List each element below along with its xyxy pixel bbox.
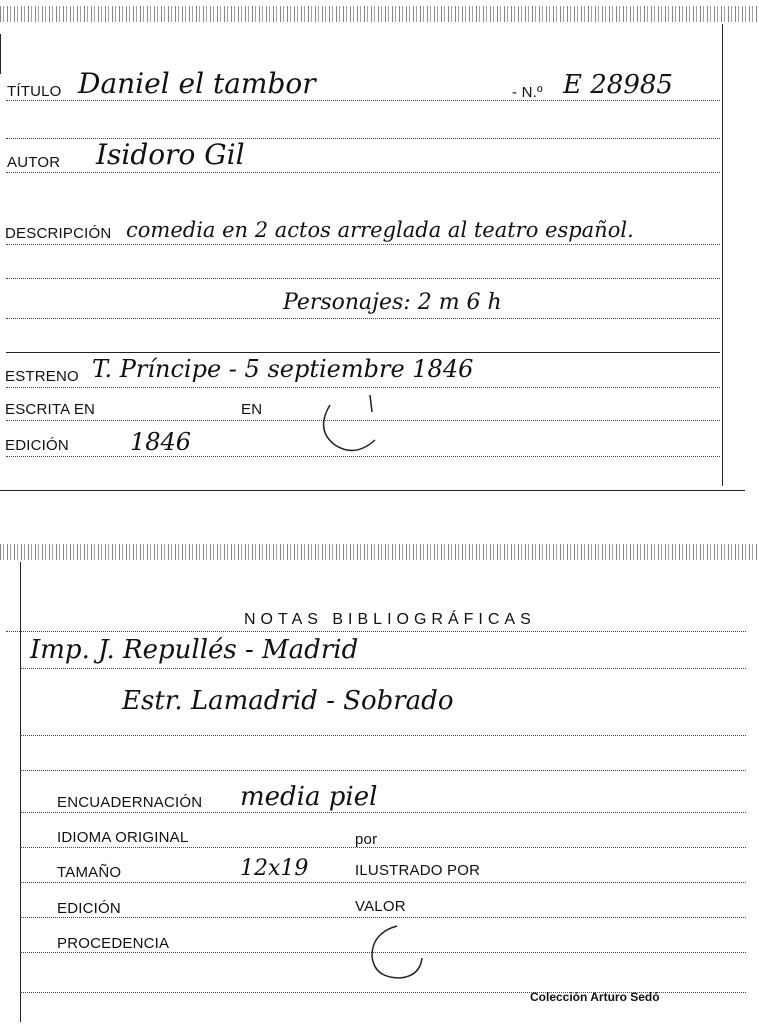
note-rule-3 [20, 770, 746, 771]
titulo-label: TÍTULO [7, 83, 62, 100]
personajes-value: Personajes: 2 m 6 h [283, 290, 502, 315]
ilustrado-por-label: ILUSTRADO POR [355, 862, 481, 879]
notas-title-rule [6, 631, 746, 632]
numero-label: - N.º [512, 84, 543, 101]
descripcion-value: comedia en 2 actos arreglada al teatro español. [126, 218, 634, 242]
tamano-rule [20, 882, 746, 883]
stamp-scribble [310, 390, 400, 460]
descripcion-label: DESCRIPCIÓN [5, 225, 112, 242]
autor-rule [6, 172, 720, 173]
catalog-card-main [0, 0, 759, 500]
tamano-value: 12x19 [240, 856, 309, 881]
note-rule-2 [20, 735, 746, 736]
escrita-en-label: ESCRITA EN [5, 401, 96, 418]
titulo-value: Daniel el tambor [78, 67, 316, 100]
autor-label: AUTOR [7, 154, 61, 171]
tamano-label: TAMAÑO [57, 864, 122, 881]
stamp-scribble-2 [362, 918, 432, 988]
spacer-rule-2 [6, 278, 720, 279]
card-left-border [0, 34, 1, 74]
estreno-rule [6, 387, 720, 388]
valor-label: VALOR [355, 898, 406, 915]
estreno-label: ESTRENO [5, 368, 79, 385]
notas-title: NOTAS BIBLIOGRÁFICAS [244, 611, 536, 628]
catalog-card-notes [0, 540, 759, 1028]
estreno-value: T. Príncipe - 5 septiembre 1846 [92, 355, 474, 383]
note-line-1: Imp. J. Repullés - Madrid [30, 635, 359, 665]
edicion-value: 1846 [130, 428, 192, 456]
procedencia-label: PROCEDENCIA [57, 935, 170, 952]
idioma-original-label: IDIOMA ORIGINAL [57, 829, 189, 846]
por-label: por [355, 831, 378, 848]
titulo-rule [6, 100, 720, 101]
edicion-label: EDICIÓN [5, 437, 69, 454]
note-line-2: Estr. Lamadrid - Sobrado [122, 686, 454, 716]
encuadernacion-rule [20, 812, 746, 813]
card1-bottom-edge [0, 490, 745, 491]
collection-credit: Colección Arturo Sedó [530, 990, 660, 1004]
encuadernacion-label: ENCUADERNACIÓN [57, 794, 203, 811]
section-divider [6, 352, 720, 353]
card-right-border [722, 24, 723, 486]
personajes-rule [6, 318, 720, 319]
scan-noise-top-2 [0, 544, 759, 560]
autor-value: Isidoro Gil [96, 138, 245, 171]
scan-noise-top [0, 6, 759, 22]
note-rule-1 [20, 668, 746, 669]
idioma-rule [20, 847, 746, 848]
edicion2-label: EDICIÓN [57, 900, 121, 917]
descripcion-rule [6, 244, 720, 245]
encuadernacion-value: media piel [240, 782, 378, 812]
en-label: EN [241, 401, 263, 418]
numero-value: E 28985 [563, 70, 673, 100]
